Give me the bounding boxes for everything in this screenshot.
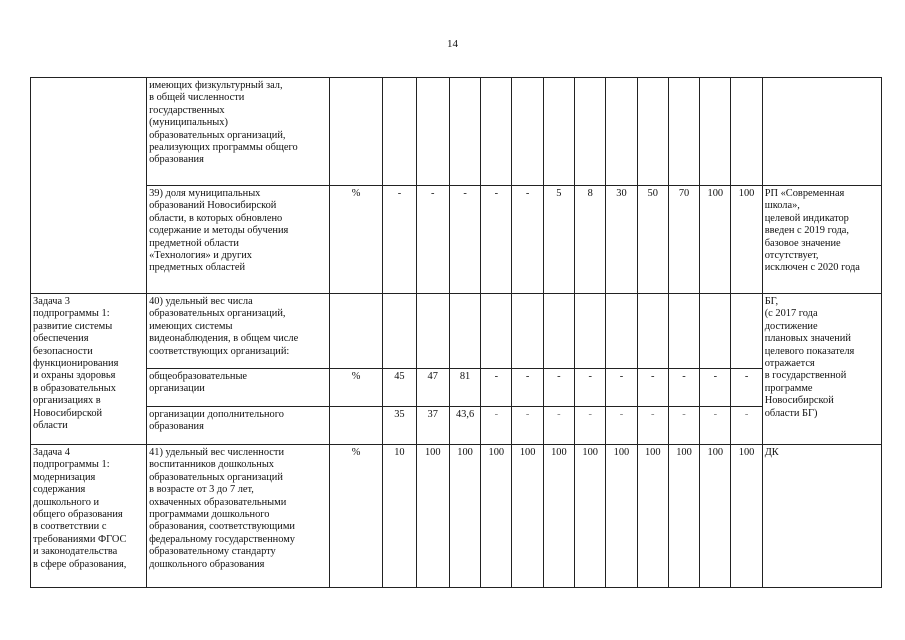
value-cell: 100 — [449, 445, 480, 588]
value-cell — [512, 294, 543, 369]
value-cell: - — [668, 369, 699, 407]
indicator-cell: 39) доля муниципальных образований Новосибирской области, в которых обновлено содержание и методы обучения предметной области «Технология» и других предметных областей — [147, 186, 330, 294]
value-cell: 100 — [637, 445, 668, 588]
value-cell: - — [637, 407, 668, 445]
value-cell: - — [637, 369, 668, 407]
page-number: 14 — [447, 38, 458, 50]
value-cell: 100 — [668, 445, 699, 588]
value-cell: 50 — [637, 186, 668, 294]
value-cell: 37 — [416, 407, 449, 445]
value-cell: 70 — [668, 186, 699, 294]
value-cell: 100 — [700, 186, 731, 294]
value-cell: - — [543, 407, 574, 445]
table-row — [31, 186, 882, 294]
value-cell: 45 — [383, 369, 416, 407]
value-cell: 100 — [731, 186, 762, 294]
value-cell: - — [700, 407, 731, 445]
task-cell: Задача 4 подпрограммы 1: модернизация содержания дошкольного и общего образования в соответствии с требованиями ФГОС и законодательства в сфере образования, — [31, 445, 147, 588]
value-cell — [637, 294, 668, 369]
value-cell — [481, 294, 512, 369]
value-cell — [512, 78, 543, 186]
value-cell — [416, 294, 449, 369]
table-row — [31, 294, 882, 369]
table-row — [31, 78, 882, 186]
value-cell — [606, 78, 637, 186]
note-cell: РП «Современная школа», целевой индикатор введен с 2019 года, базовое значение отсутствует, исключен с 2020 года — [762, 186, 881, 294]
value-cell — [449, 294, 480, 369]
value-cell: - — [700, 369, 731, 407]
value-cell — [575, 78, 606, 186]
value-cell — [637, 78, 668, 186]
value-cell: - — [481, 407, 512, 445]
value-cell: 100 — [700, 445, 731, 588]
value-cell: 81 — [449, 369, 480, 407]
table-row — [31, 407, 882, 445]
indicator-cell: 40) удельный вес числа образовательных организаций, имеющих системы видеонаблюдения, в общем числе соответствующих организаций: — [147, 294, 330, 369]
value-cell: - — [512, 407, 543, 445]
value-cell: - — [383, 186, 416, 294]
value-cell — [575, 294, 606, 369]
unit-cell: % — [329, 445, 383, 588]
value-cell: - — [606, 369, 637, 407]
value-cell: - — [575, 369, 606, 407]
value-cell — [383, 78, 416, 186]
note-cell: ДК — [762, 445, 881, 588]
indicator-cell: общеобразовательные организации — [147, 369, 330, 407]
value-cell — [700, 294, 731, 369]
task-cell: Задача 3 подпрограммы 1: развитие системы обеспечения безопасности функционирования и охраны здоровья в образовательных организациях в Новосибирской области — [31, 294, 147, 445]
value-cell: 43,6 — [449, 407, 480, 445]
value-cell: - — [668, 407, 699, 445]
value-cell: 5 — [543, 186, 574, 294]
value-cell: 10 — [383, 445, 416, 588]
value-cell: 47 — [416, 369, 449, 407]
indicator-cell: 41) удельный вес численности воспитанников дошкольных образовательных организаций в возрасте от 3 до 7 лет, охваченных образовательными программами дошкольного образования, соответствующими федеральному государственному образовательному стандарту дошкольного образования — [147, 445, 330, 588]
value-cell — [383, 294, 416, 369]
value-cell: - — [543, 369, 574, 407]
note-cell: БГ, (с 2017 года достижение плановых значений целевого показателя отражается в государственной программе Новосибирской области БГ) — [762, 294, 881, 445]
note-cell — [762, 78, 881, 186]
table-row — [31, 369, 882, 407]
value-cell: - — [416, 186, 449, 294]
value-cell: - — [731, 407, 762, 445]
value-cell — [543, 294, 574, 369]
value-cell: - — [606, 407, 637, 445]
value-cell: 8 — [575, 186, 606, 294]
value-cell: - — [481, 369, 512, 407]
indicator-cell: имеющих физкультурный зал, в общей численности государственных (муниципальных) образовательных организаций, реализующих программы общего образования — [147, 78, 330, 186]
value-cell: - — [512, 369, 543, 407]
value-cell: - — [731, 369, 762, 407]
table-row — [31, 445, 882, 588]
value-cell: 100 — [731, 445, 762, 588]
value-cell — [668, 78, 699, 186]
unit-cell — [329, 78, 383, 186]
value-cell — [416, 78, 449, 186]
value-cell: 100 — [512, 445, 543, 588]
value-cell — [606, 294, 637, 369]
unit-cell — [329, 294, 383, 369]
unit-cell: % — [329, 369, 383, 407]
value-cell: - — [481, 186, 512, 294]
value-cell: 100 — [481, 445, 512, 588]
indicators-table — [30, 77, 882, 588]
value-cell — [449, 78, 480, 186]
value-cell: - — [512, 186, 543, 294]
value-cell — [700, 78, 731, 186]
value-cell — [668, 294, 699, 369]
value-cell: 100 — [543, 445, 574, 588]
value-cell — [481, 78, 512, 186]
unit-cell — [329, 407, 383, 445]
value-cell: 35 — [383, 407, 416, 445]
value-cell — [543, 78, 574, 186]
value-cell: 100 — [575, 445, 606, 588]
unit-cell: % — [329, 186, 383, 294]
task-cell-empty — [31, 78, 147, 294]
value-cell — [731, 78, 762, 186]
value-cell: - — [575, 407, 606, 445]
value-cell: 100 — [606, 445, 637, 588]
indicator-cell: организации дополнительного образования — [147, 407, 330, 445]
value-cell: - — [449, 186, 480, 294]
value-cell: 100 — [416, 445, 449, 588]
value-cell: 30 — [606, 186, 637, 294]
value-cell — [731, 294, 762, 369]
